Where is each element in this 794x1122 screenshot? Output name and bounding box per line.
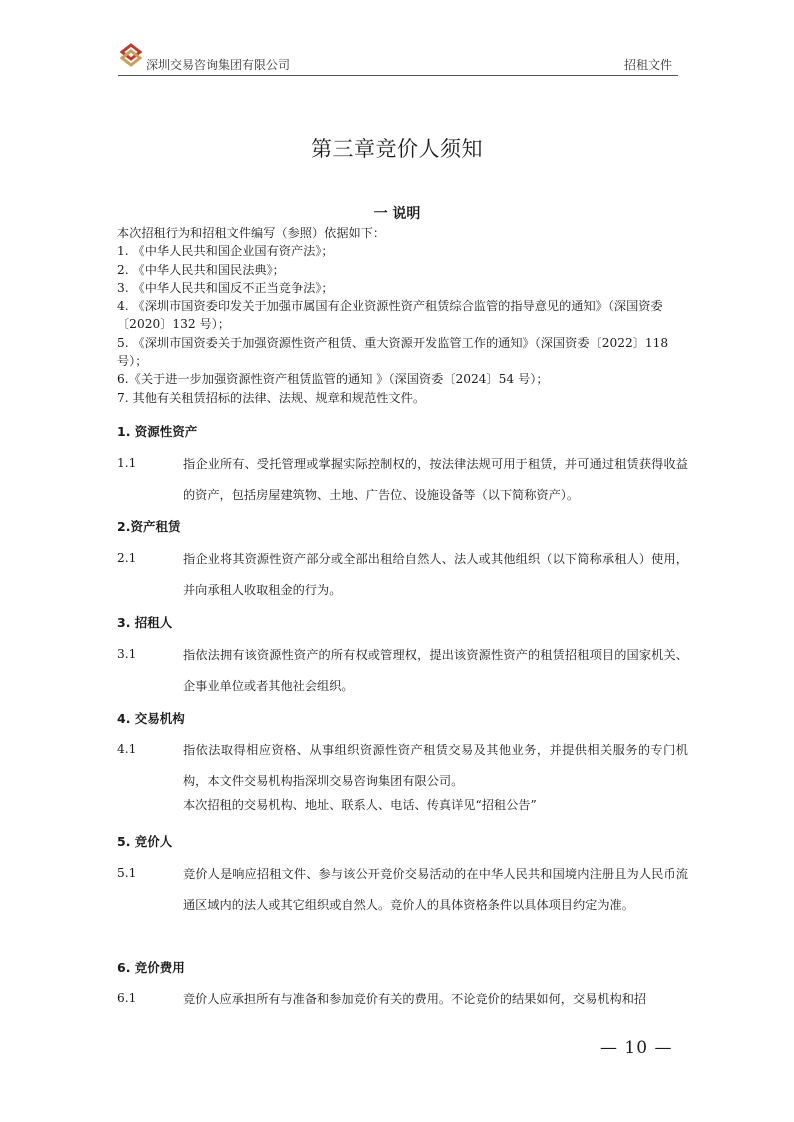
clause-text: 指企业所有、受托管理或掌握实际控制权的，按法律法规可用于租赁，并可通过租赁获得收益的资产，包括房屋建筑物、土地、广告位、设施设备等（以下简称资产）。 bbox=[183, 457, 688, 502]
document-type: 招租文件 bbox=[623, 58, 672, 72]
company-name: 深圳交易咨询集团有限公司 bbox=[146, 58, 291, 72]
intro-lead: 本次招租行为和招租文件编写（参照）依据如下： bbox=[117, 226, 386, 240]
list-item: 4. 《深圳市国资委印发关于加强市属国有企业资源性资产租赁综合监管的指导意见的通知》（深国资委〔2020〕132 号）； bbox=[117, 299, 663, 332]
list-item: 5. 《深圳市国资委关于加强资源性资产租赁、重大资源开发监管工作的通知》（深国资委〔2022〕118 号）； bbox=[117, 335, 669, 369]
clause-number: 3.1 bbox=[117, 647, 137, 661]
clause-text: 指依法拥有该资源性资产的所有权或管理权，提出该资源性资产的租赁招租项目的国家机关、企事业单位或者其他社会组织。 bbox=[183, 648, 688, 693]
section-heading: 5. 竞价人 bbox=[117, 834, 173, 849]
chapter-title: 第三章竞价人须知 bbox=[311, 137, 483, 161]
header-rule bbox=[118, 75, 678, 76]
clause-text: 竞价人是响应招租文件、参与该公开竞价交易活动的在中华人民共和国境内注册且为人民币流通区域内的法人或其它组织或自然人。竞价人的具体资格条件以具体项目约定为准。 bbox=[183, 867, 688, 912]
page-number: — 10 — bbox=[600, 1038, 673, 1058]
clause-note: 本次招租的交易机构、地址、联系人、电话、传真详见“招租公告” bbox=[183, 798, 537, 812]
list-item: 6.《关于进一步加强资源性资产租赁监管的通知 》（深国资委〔2024〕54 号）； bbox=[117, 372, 549, 387]
clause-number: 6.1 bbox=[117, 991, 137, 1005]
clause-text: 竞价人应承担所有与准备和参加竞价有关的费用。不论竞价的结果如何，交易机构和招 bbox=[183, 992, 647, 1006]
company-logo-icon bbox=[118, 42, 144, 68]
section-heading: 3. 招租人 bbox=[117, 615, 173, 630]
clause-text: 指企业将其资源性资产部分或全部出租给自然人、法人或其他组织（以下简称承租人）使用，并向承租人收取租金的行为。 bbox=[183, 552, 688, 597]
clause-number: 5.1 bbox=[117, 866, 137, 880]
clause-text: 指依法取得相应资格、从事组织资源性资产租赁交易及其他业务，并提供相关服务的专门机构，本文件交易机构指深圳交易咨询集团有限公司。 bbox=[183, 743, 688, 788]
section-heading: 4. 交易机构 bbox=[117, 711, 185, 726]
list-item: 7. 其他有关租赁招标的法律、法规、规章和规范性文件。 bbox=[117, 390, 426, 405]
clause-number: 1.1 bbox=[117, 456, 137, 470]
clause-number: 4.1 bbox=[117, 742, 137, 756]
section-title: 一 说明 bbox=[373, 206, 421, 222]
page-header bbox=[118, 42, 678, 76]
section-heading: 2.资产租赁 bbox=[117, 519, 181, 534]
list-item: 2. 《中华人民共和国民法典》； bbox=[117, 262, 285, 277]
clause-number: 2.1 bbox=[117, 551, 137, 565]
list-item: 1. 《中华人民共和国企业国有资产法》； bbox=[117, 244, 334, 259]
section-heading: 6. 竞价费用 bbox=[117, 960, 185, 975]
intro-block bbox=[117, 224, 687, 407]
list-item: 3. 《中华人民共和国反不正当竞争法》； bbox=[117, 280, 334, 295]
section-heading: 1. 资源性资产 bbox=[117, 424, 198, 439]
